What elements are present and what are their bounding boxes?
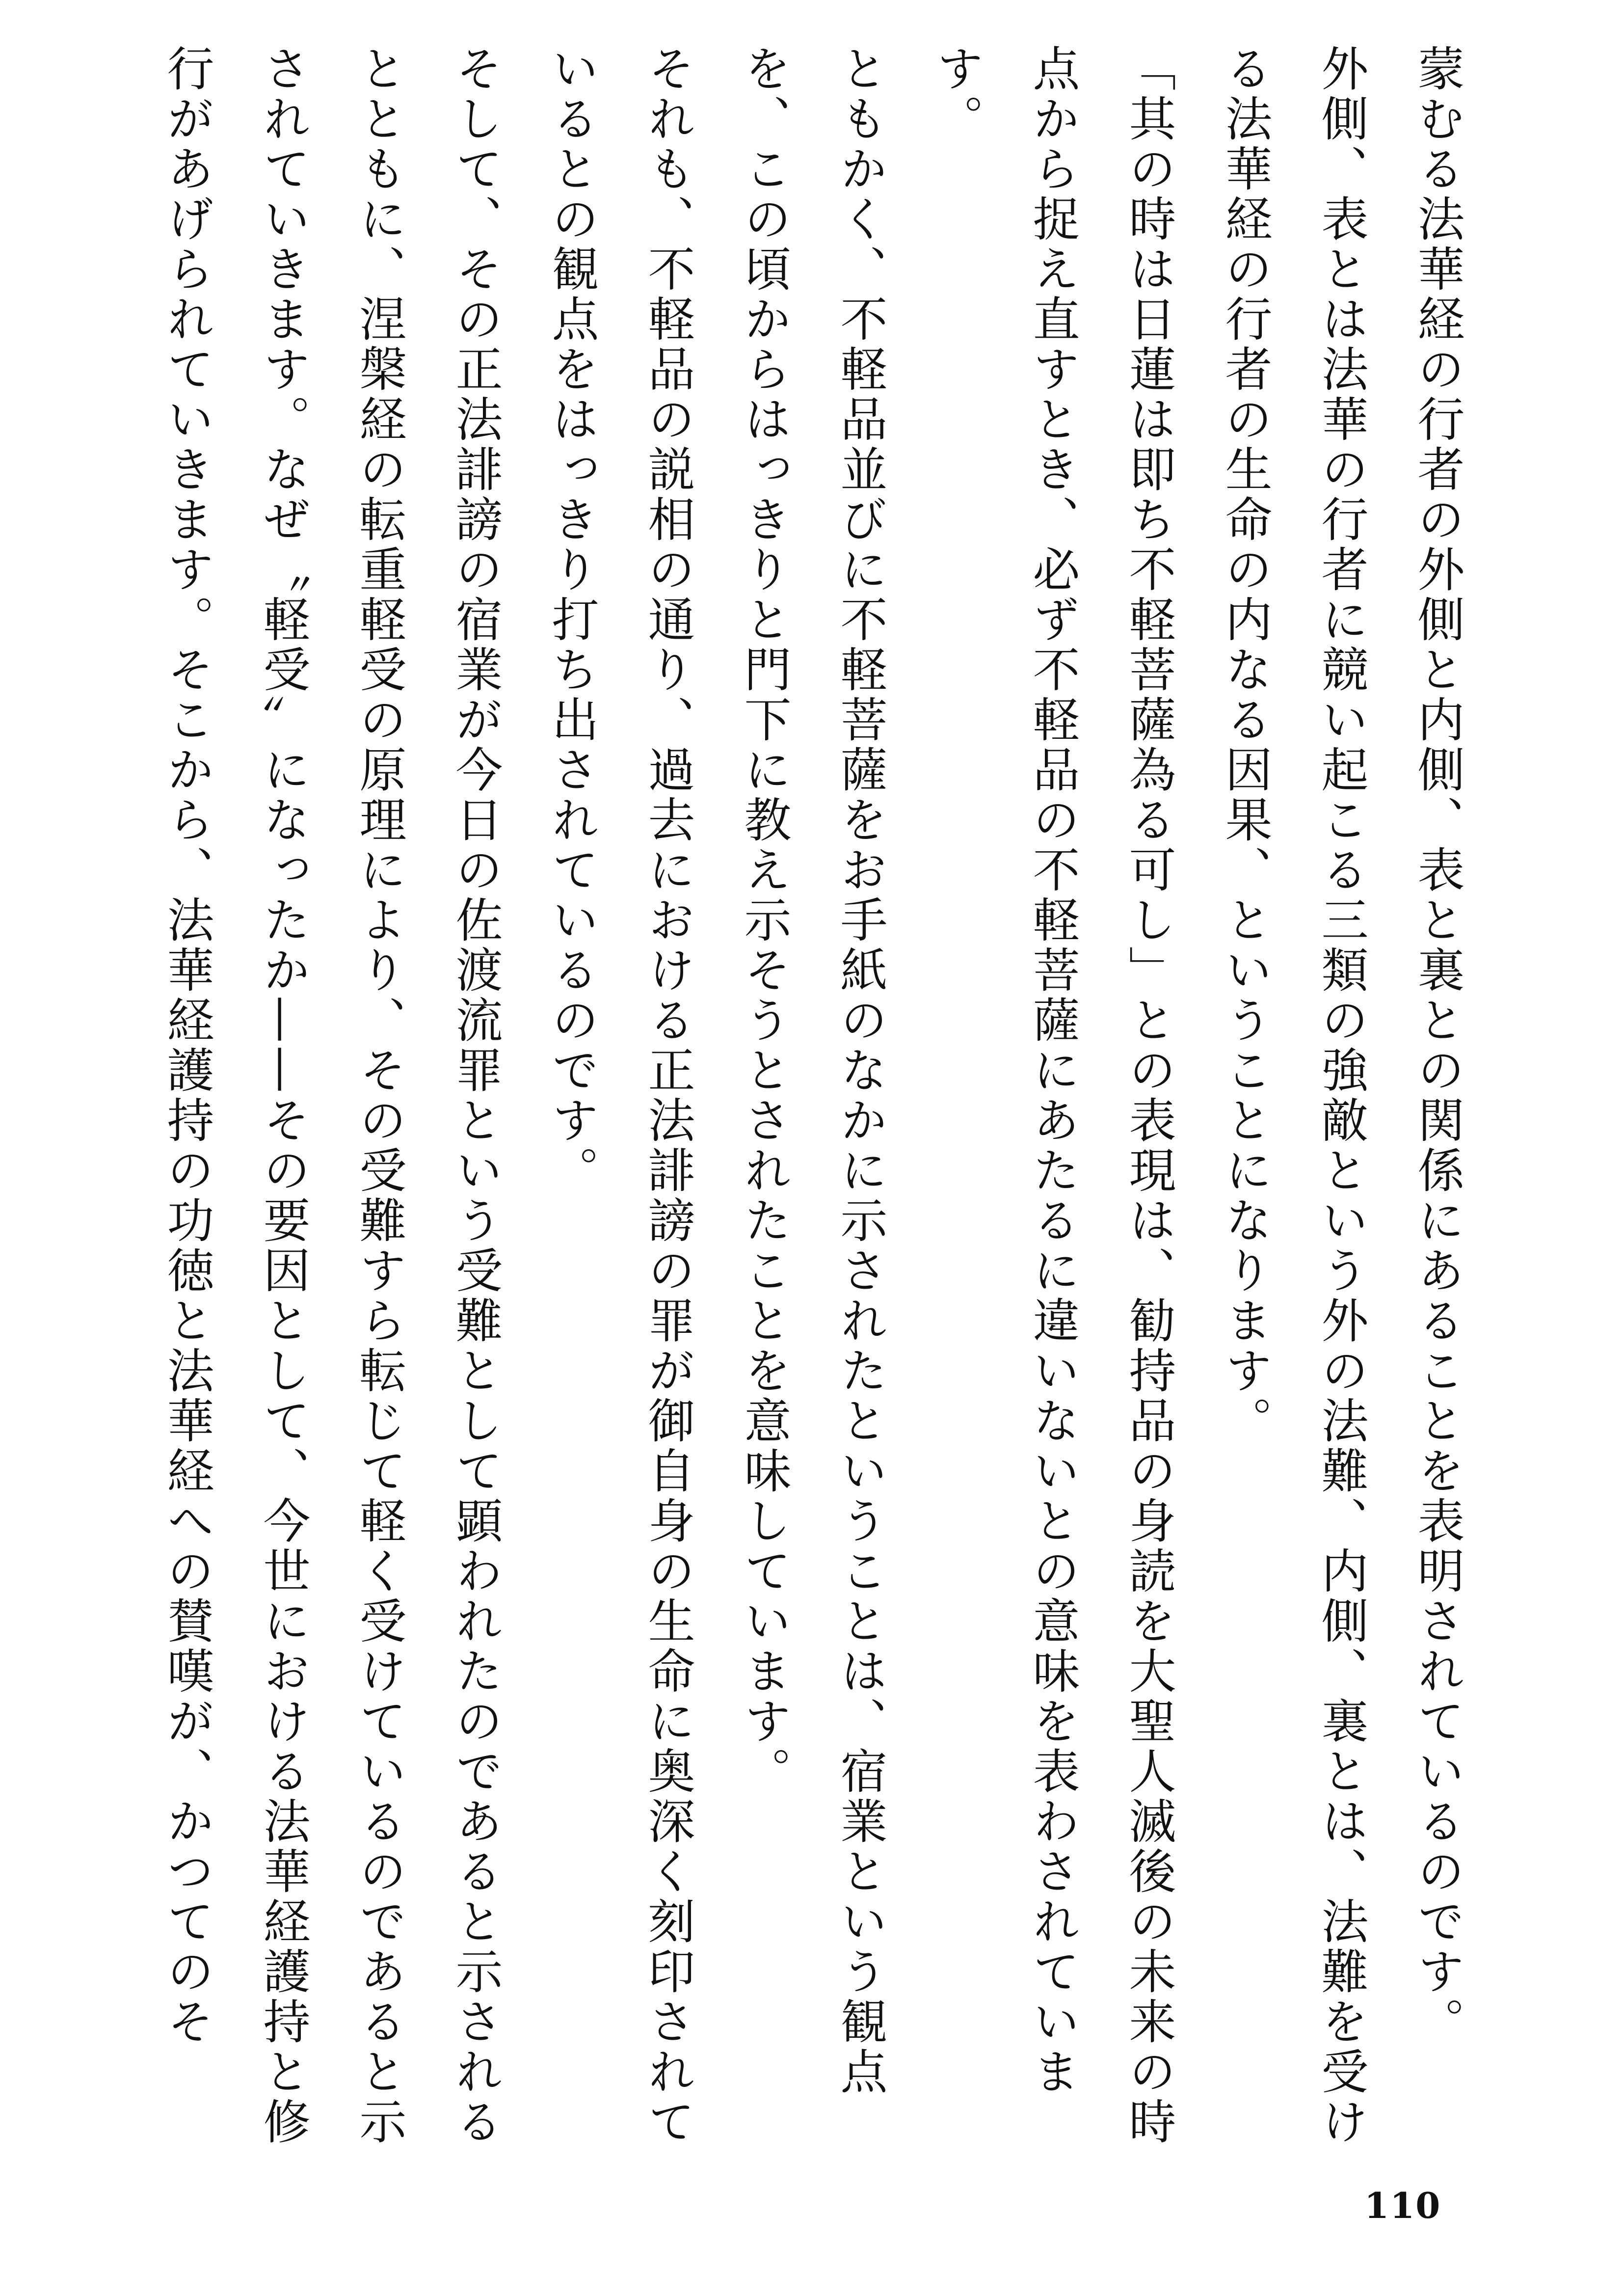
vertical-text-block xyxy=(121,44,1486,2155)
paragraph-3: 「其の時は日蓮は即ち不軽菩薩為る可し」との表現は、勧持品の身読を大聖人滅後の未来の時点から捉え直すとき、必ず不軽品の不軽菩薩にあたるに違いないとの意味を表わされています。 xyxy=(929,44,1176,2147)
page-number: 110 xyxy=(1364,2185,1441,2226)
paragraph-4: ともかく、不軽品並びに不軽菩薩をお手紙のなかに示されたということは、宿業という観点を、この頃からはっきりと門下に教え示そうとされたことを意味しています。 xyxy=(737,44,888,2097)
paragraph-6: そして、その正法誹謗の宿業が今日の佐渡流罪という受難として顕われたのであると示されるとともに、涅槃経の転重軽受の原理により、その受難すら転じて軽く受けているのであると示されていきます。なぜ〝軽受〟になったか——その要因として、今世における法華経護持と修行があげられていきます。そこから、法華経護持の功徳と法華経への賛嘆が、かつてのそ xyxy=(160,44,503,2147)
paragraph-1: 蒙むる法華経の行者の外側と内側、表と裏との関係にあることを表明されているのです。 xyxy=(1410,44,1465,2047)
paragraph-2: 外側、表とは法華の行者に競い起こる三類の強敵という外の法難、内側、裏とは、法難を受ける法華経の行者の生命の内なる因果、ということになります。 xyxy=(1218,44,1369,2147)
paragraph-5: それも、不軽品の説相の通り、過去における正法誹謗の罪が御自身の生命に奥深く刻印されているとの観点をはっきり打ち出されているのです。 xyxy=(544,44,695,2147)
